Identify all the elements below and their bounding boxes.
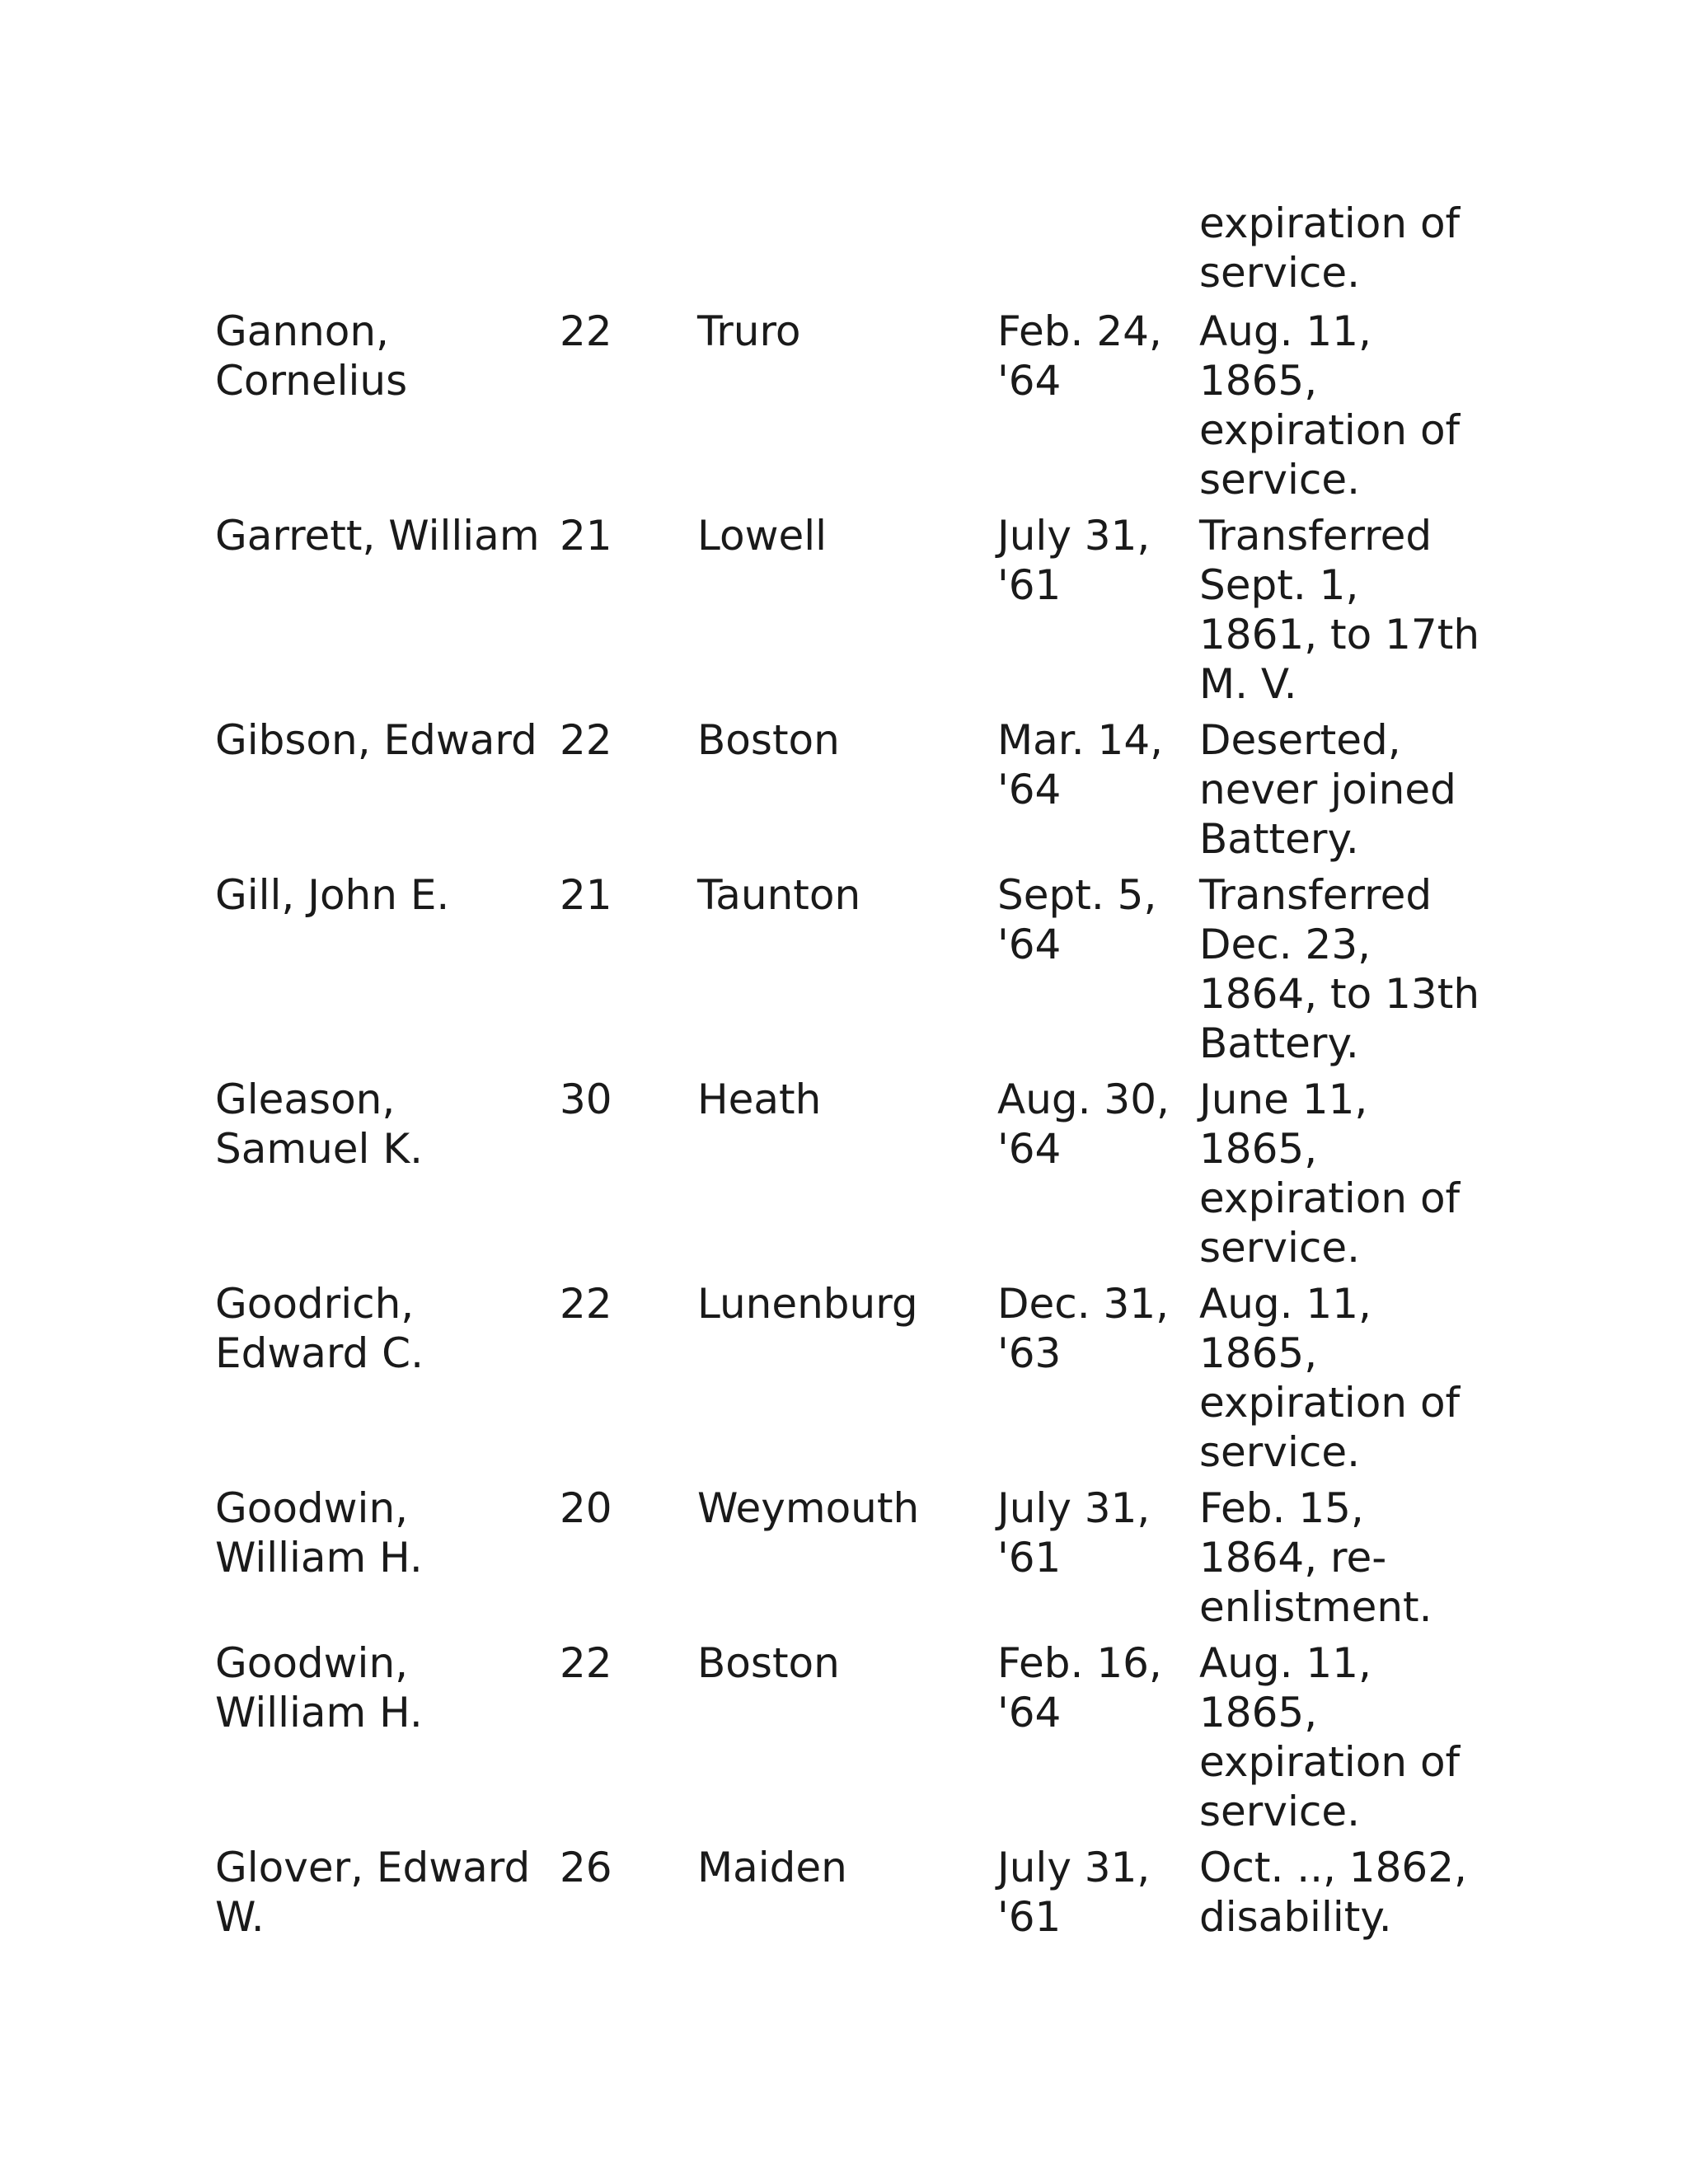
term-of-service: Oct. .., 1862, disability. [1199, 1844, 1467, 1941]
muster-date: Mar. 14, '64 [997, 716, 1164, 813]
soldier-age: 22 [560, 1639, 612, 1687]
term-of-service: Aug. 11, 1865, expiration of service. [1199, 1280, 1461, 1476]
soldier-age: 21 [560, 512, 612, 560]
muster-date: Feb. 24, '64 [997, 307, 1162, 405]
soldier-name: Goodrich, Edward C. [215, 1280, 424, 1377]
soldier-age: 22 [560, 307, 612, 355]
soldier-age: 20 [560, 1484, 612, 1532]
muster-date: July 31, '61 [997, 1484, 1151, 1582]
term-of-service: expiration of service. [1199, 199, 1461, 297]
soldier-name: Gill, John E. [215, 871, 450, 919]
soldier-name: Gibson, Edward [215, 716, 537, 764]
term-of-service: Aug. 11, 1865, expiration of service. [1199, 1639, 1461, 1835]
soldier-age: 21 [560, 871, 612, 919]
term-of-service: June 11, 1865, expiration of service. [1199, 1076, 1461, 1272]
soldier-name: Gleason, Samuel K. [215, 1076, 424, 1173]
muster-date: Sept. 5, '64 [997, 871, 1157, 968]
soldier-name: Gannon, Cornelius [215, 307, 408, 405]
soldier-residence: Boston [697, 1639, 840, 1687]
soldier-residence: Boston [697, 716, 840, 764]
soldier-residence: Lunenburg [697, 1280, 918, 1328]
term-of-service: Transferred Sept. 1, 1861, to 17th M. V. [1199, 512, 1480, 708]
soldier-age: 22 [560, 1280, 612, 1328]
muster-date: Feb. 16, '64 [997, 1639, 1162, 1736]
term-of-service: Deserted, never joined Battery. [1199, 716, 1456, 863]
muster-date: July 31, '61 [997, 512, 1151, 609]
term-of-service: Transferred Dec. 23, 1864, to 13th Battery. [1199, 871, 1480, 1067]
soldier-age: 22 [560, 716, 612, 764]
soldier-residence: Weymouth [697, 1484, 920, 1532]
soldier-residence: Maiden [697, 1844, 847, 1891]
term-of-service: Aug. 11, 1865, expiration of service. [1199, 307, 1461, 504]
soldier-age: 30 [560, 1076, 612, 1123]
soldier-name: Goodwin, William H. [215, 1484, 423, 1582]
soldier-name: Goodwin, William H. [215, 1639, 423, 1736]
soldier-name: Garrett, William [215, 512, 540, 560]
soldier-age: 26 [560, 1844, 612, 1891]
soldier-name: Glover, Edward W. [215, 1844, 531, 1941]
soldier-residence: Lowell [697, 512, 828, 560]
soldier-residence: Heath [697, 1076, 822, 1123]
muster-date: Dec. 31, '63 [997, 1280, 1170, 1377]
term-of-service: Feb. 15, 1864, re- enlistment. [1199, 1484, 1432, 1631]
soldier-residence: Truro [697, 307, 801, 355]
muster-date: Aug. 30, '64 [997, 1076, 1170, 1173]
soldier-residence: Taunton [697, 871, 861, 919]
muster-date: July 31, '61 [997, 1844, 1151, 1941]
